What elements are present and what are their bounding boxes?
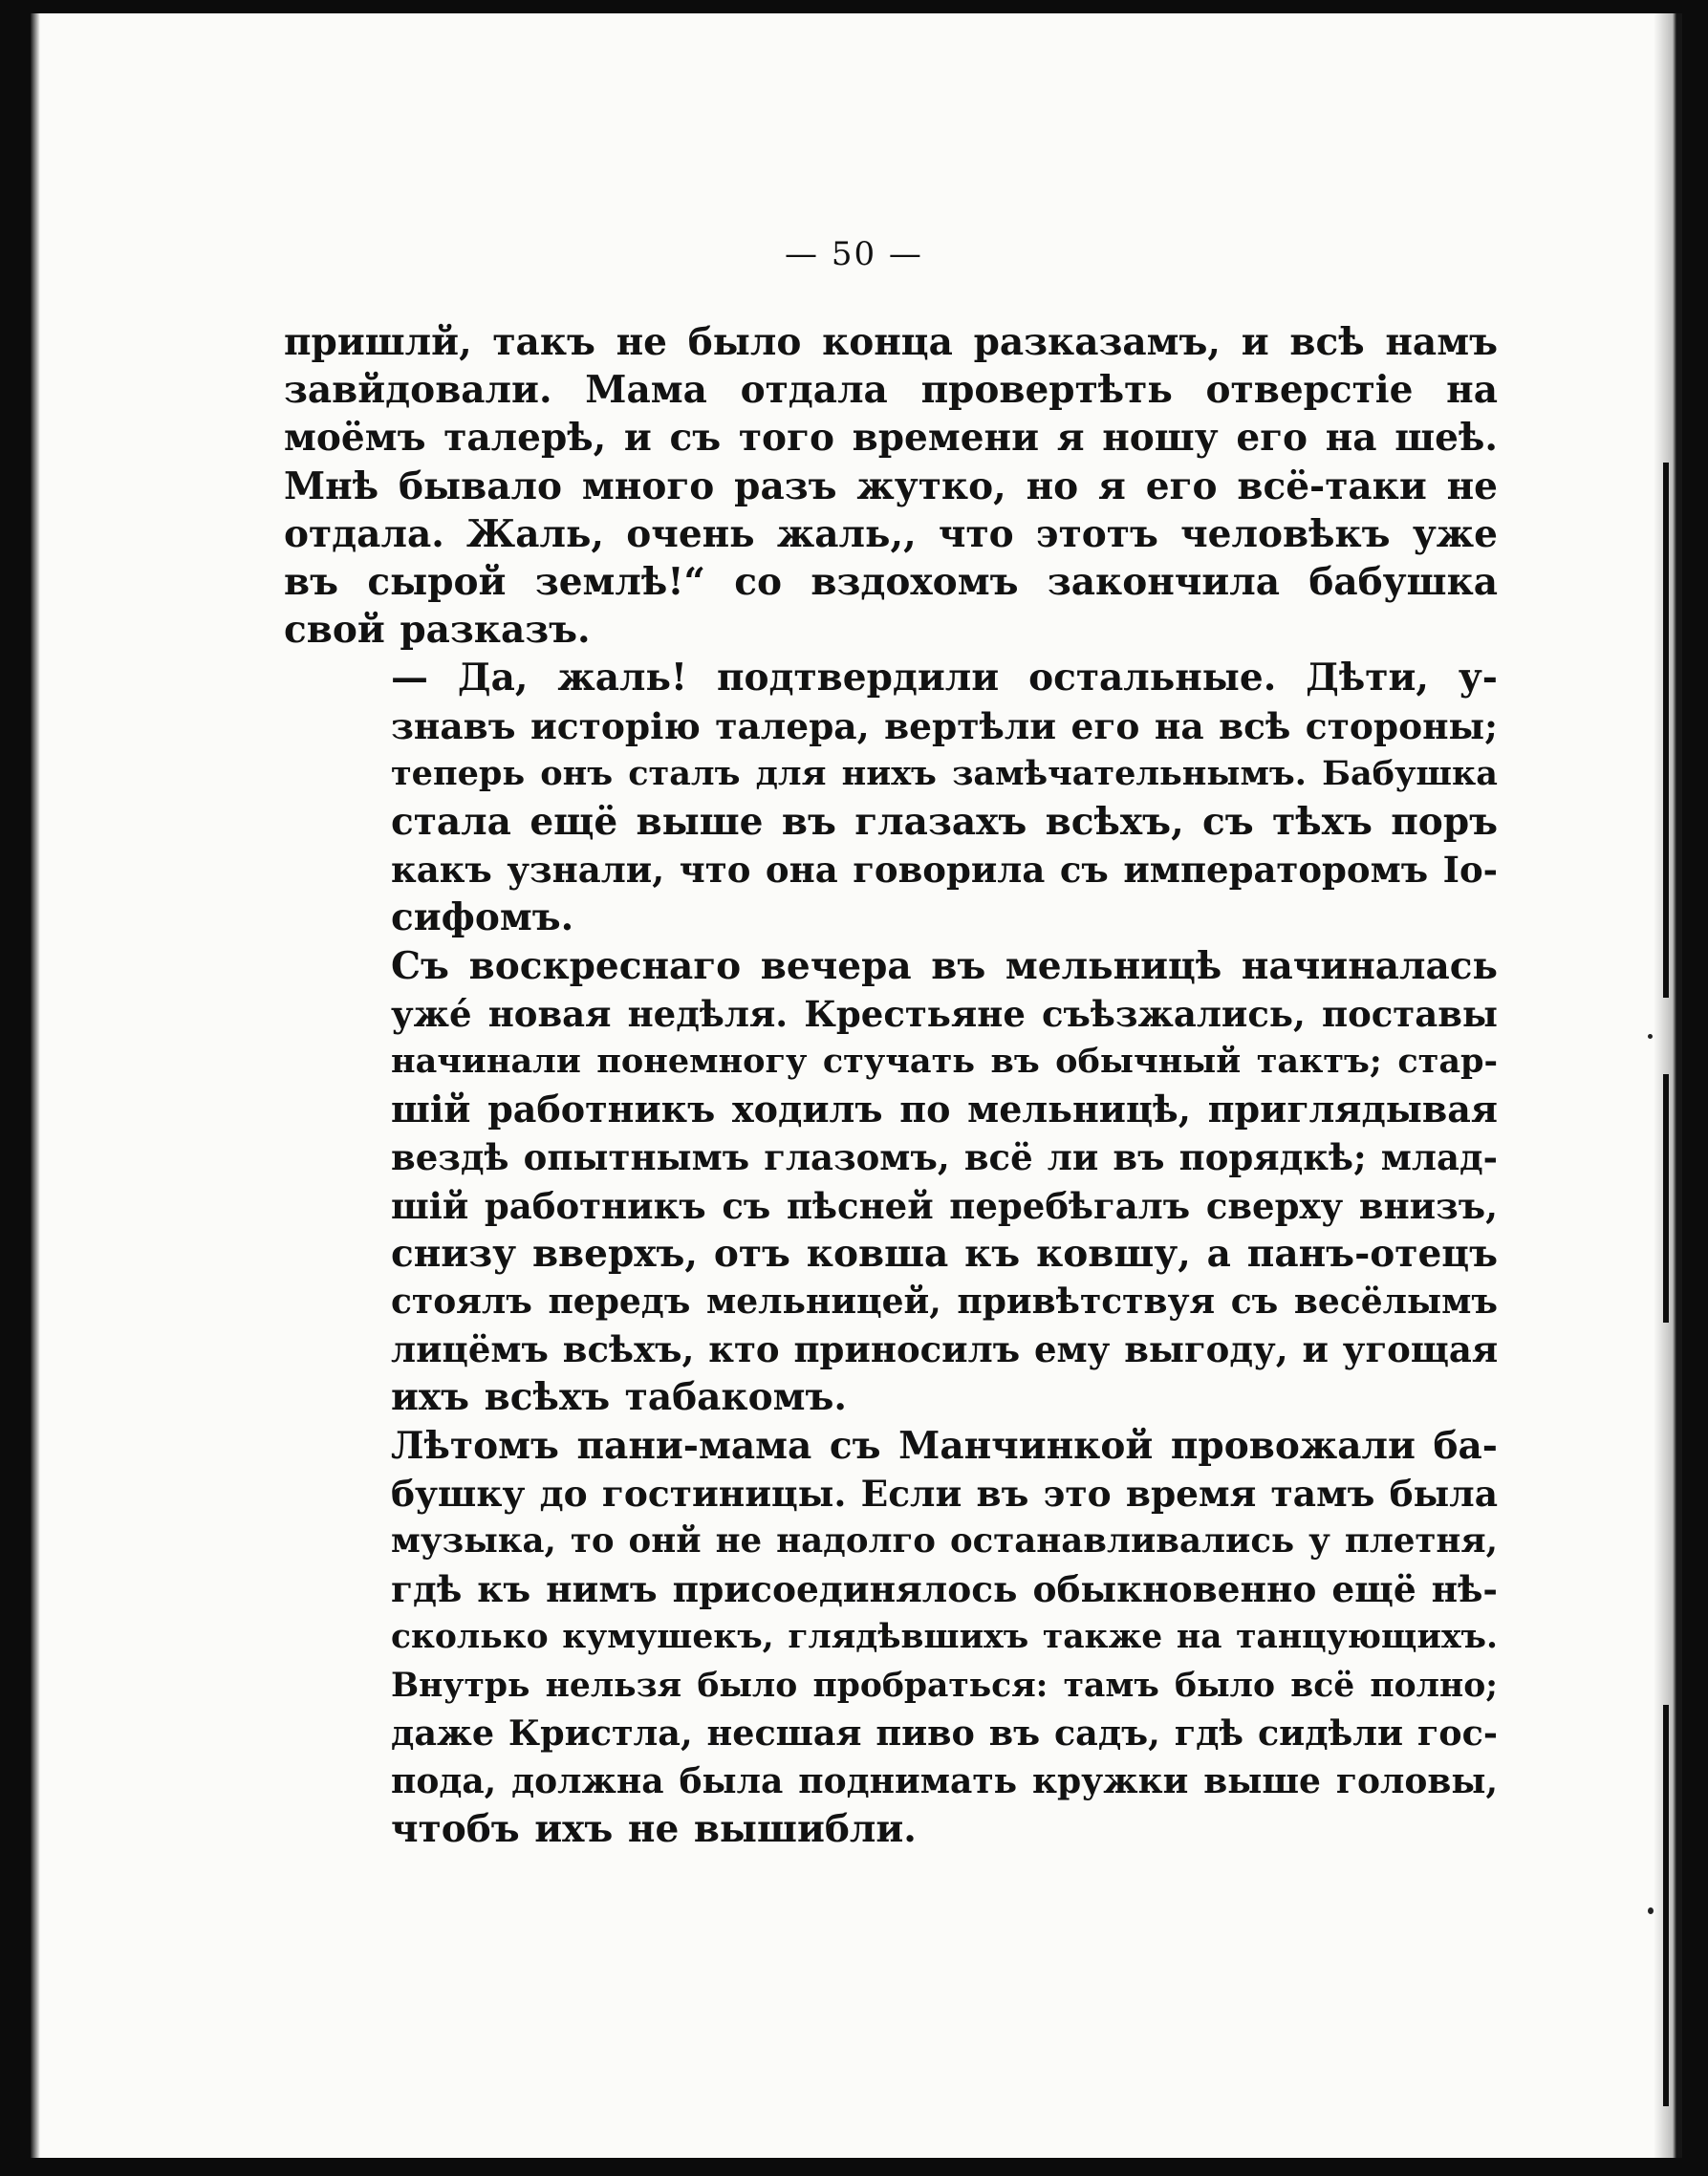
right-edge-shadow bbox=[1654, 13, 1682, 2158]
scan-speck bbox=[1648, 1907, 1654, 1914]
paragraph bbox=[284, 1422, 1498, 1854]
text-line: знавъ исторію талера, вертѣли его на всѣ стороны; bbox=[391, 704, 1498, 747]
text-line: Съ воскреснаго вечера въ мельницѣ начиналась bbox=[391, 943, 1498, 988]
text-line: въ сырой землѣ!“ со вздохомъ закончила бабушка bbox=[284, 560, 1498, 605]
text-line: отдала. Жаль, очень жаль,, что этотъ человѣкъ уже bbox=[284, 511, 1498, 556]
scan-speck bbox=[1648, 1034, 1653, 1039]
body-text bbox=[284, 318, 1498, 1854]
text-line: завйдовали. Мама отдала провертѣть отверстіе на bbox=[284, 368, 1498, 413]
text-line: музыка, то онй не надолго останавливались у плетня, bbox=[391, 1521, 1498, 1562]
text-line: лицёмъ всѣхъ, кто приносилъ ему выгоду, и угощая bbox=[391, 1328, 1499, 1371]
text-line: начинали понемногу стучать въ обычный тактъ; стар- bbox=[391, 1042, 1498, 1082]
paragraph bbox=[284, 654, 1498, 941]
text-line: Лѣтомъ пани-мама съ Манчинкой провожали ба- bbox=[391, 1423, 1498, 1468]
binding-mark bbox=[1663, 1074, 1669, 1323]
text-line: сколько кумушекъ, глядѣвшихъ также на танцующихъ. bbox=[391, 1618, 1498, 1657]
text-line: ихъ всѣхъ табакомъ. bbox=[391, 1375, 847, 1420]
text-line: чтобъ ихъ не вышибли. bbox=[391, 1807, 917, 1852]
left-edge-shadow bbox=[31, 13, 40, 2158]
text-line: вездѣ опытнымъ глазомъ, всё ли въ порядкѣ; млад- bbox=[391, 1136, 1498, 1179]
text-line: — Да, жаль! подтвердили остальные. Дѣти, у- bbox=[391, 656, 1498, 700]
text-line: какъ узнали, что она говорила съ императоромъ Іо- bbox=[391, 849, 1498, 892]
page-number: — 50 — bbox=[785, 235, 923, 273]
text-line: шій работникъ ходилъ по мельницѣ, приглядывая bbox=[391, 1088, 1498, 1131]
text-line: пода, должна была поднимать кружки выше головы, bbox=[391, 1761, 1498, 1802]
paragraph bbox=[284, 942, 1498, 1422]
text-line: даже Кристла, несшая пиво въ садъ, гдѣ сидѣли гос- bbox=[391, 1712, 1498, 1754]
binding-mark bbox=[1663, 463, 1669, 998]
paragraph bbox=[284, 318, 1498, 654]
text-line: свой разказъ. bbox=[284, 608, 591, 653]
text-line: бушку до гостиницы. Если въ это время тамъ была bbox=[391, 1472, 1498, 1515]
text-line: Внутрь нельзя было пробраться: тамъ было всё полно; bbox=[391, 1666, 1498, 1705]
text-line: гдѣ къ нимъ присоединялось обыкновенно ещё нѣ- bbox=[391, 1568, 1498, 1611]
text-line: теперь онъ сталъ для нихъ замѣчательнымъ. Бабушка bbox=[391, 753, 1498, 793]
text-line: стала ещё выше въ глазахъ всѣхъ, съ тѣхъ поръ bbox=[391, 800, 1498, 845]
text-line: Мнѣ бывало много разъ жутко, но я его всё-таки не bbox=[284, 463, 1498, 508]
text-line: пришлй, такъ не было конца разказамъ, и всѣ намъ bbox=[284, 320, 1498, 364]
text-line: шій работникъ съ пѣсней перебѣгалъ сверху внизъ, bbox=[391, 1184, 1498, 1227]
binding-mark bbox=[1663, 1705, 1669, 2106]
text-line: сифомъ. bbox=[391, 895, 574, 940]
text-line: моёмъ талерѣ, и съ того времени я ношу его на шеѣ. bbox=[284, 416, 1498, 461]
text-line: ужé новая недѣля. Крестьяне съѣзжались, поставы bbox=[391, 992, 1498, 1035]
text-line: стоялъ передъ мельницей, привѣтствуя съ весёлымъ bbox=[391, 1282, 1498, 1323]
text-line: снизу вверхъ, отъ ковша къ ковшу, а панъ-отецъ bbox=[391, 1231, 1498, 1276]
